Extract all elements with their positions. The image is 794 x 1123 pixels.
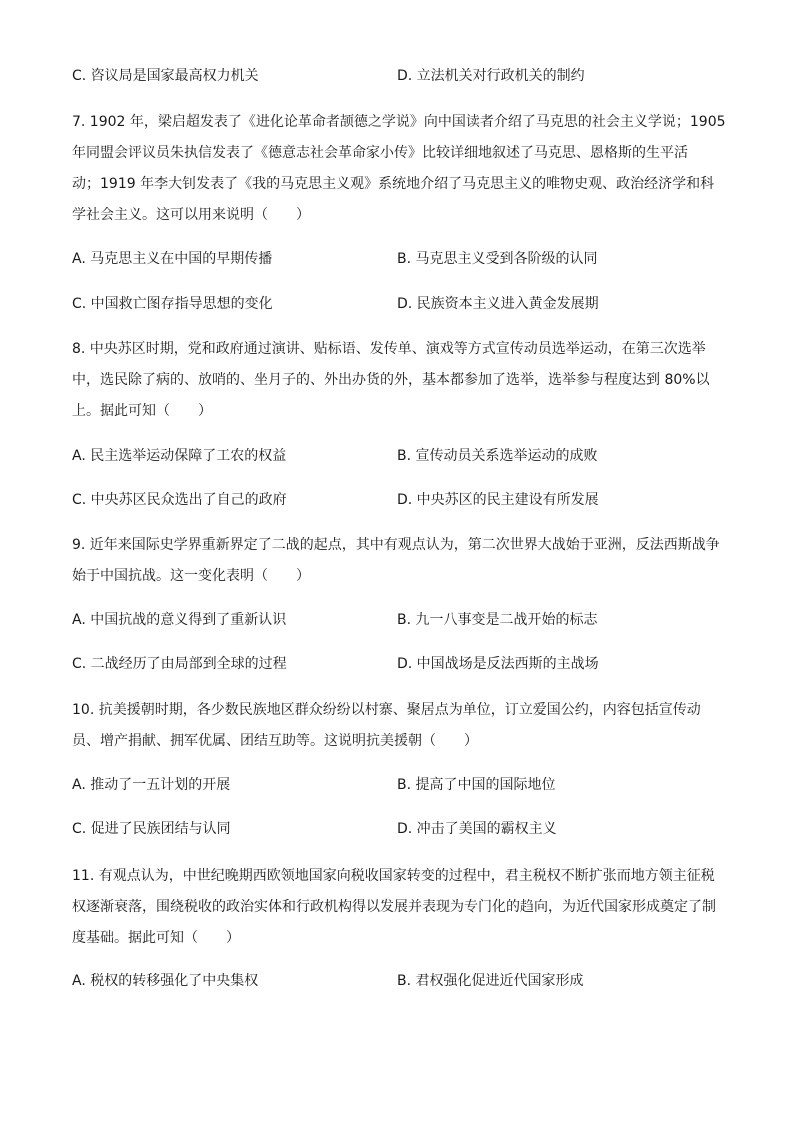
option-a: A. 税权的转移强化了中央集权: [72, 973, 259, 989]
question-text: 动；1919 年李大钊发表了《我的马克思主义观》系统地介绍了马克思主义的唯物史观、政治经济学和科: [72, 176, 715, 192]
option-a: A. 推动了一五计划的开展: [72, 777, 231, 793]
question-text: 11. 有观点认为，中世纪晚期西欧领地国家向税收国家转变的过程中，君主税权不断扩张而地方领主征税: [72, 868, 715, 884]
question-text: 10. 抗美援朝时期，各少数民族地区群众纷纷以村寨、聚居点为单位，订立爱国公约，内容包括宣传动: [72, 702, 701, 718]
option-c: C. 中国救亡图存指导思想的变化: [72, 296, 273, 312]
question-text: 7. 1902 年，梁启超发表了《进化论革命者颉德之学说》向中国读者介绍了马克思的社会主义学说；1905: [72, 114, 726, 130]
option-a: A. 民主选举运动保障了工农的权益: [72, 448, 287, 464]
option-b: B. 宣传动员关系选举运动的成败: [397, 448, 598, 464]
option-a: A. 马克思主义在中国的早期传播: [72, 251, 273, 267]
option-c: C. 咨议局是国家最高权力机关: [72, 68, 259, 84]
option-d: D. 立法机关对行政机关的制约: [397, 68, 585, 84]
option-c: C. 促进了民族团结与认同: [72, 821, 231, 837]
option-a: A. 中国抗战的意义得到了重新认识: [72, 612, 287, 628]
question-text: 度基础。据此可知（ ）: [72, 930, 240, 946]
question-text: 学社会主义。这可以用来说明（ ）: [72, 207, 310, 223]
question-text: 始于中国抗战。这一变化表明（ ）: [72, 568, 310, 584]
option-b: B. 九一八事变是二战开始的标志: [397, 612, 598, 628]
option-b: B. 提高了中国的国际地位: [397, 777, 556, 793]
option-b: B. 君权强化促进近代国家形成: [397, 973, 584, 989]
option-d: D. 中央苏区的民主建设有所发展: [397, 492, 599, 508]
option-c: C. 二战经历了由局部到全球的过程: [72, 656, 287, 672]
question-text: 权逐渐衰落，围绕税收的政治实体和行政机构得以发展并表现为专门化的趋向，为近代国家形成奠定了制: [72, 899, 716, 915]
question-text: 中，选民除了病的、放哨的、坐月子的、外出办货的外，基本都参加了选举，选举参与程度达到 80%以: [72, 372, 710, 388]
question-text: 年同盟会评议员朱执信发表了《德意志社会革命家小传》比较详细地叙述了马克思、恩格斯的生平活: [72, 145, 688, 161]
question-text: 员、增产捐献、拥军优属、团结互助等。这说明抗美援朝（ ）: [72, 733, 478, 749]
option-d: D. 中国战场是反法西斯的主战场: [397, 656, 599, 672]
option-c: C. 中央苏区民众选出了自己的政府: [72, 492, 287, 508]
option-d: D. 冲击了美国的霸权主义: [397, 821, 557, 837]
question-text: 上。据此可知（ ）: [72, 403, 212, 419]
option-b: B. 马克思主义受到各阶级的认同: [397, 251, 598, 267]
question-text: 9. 近年来国际史学界重新界定了二战的起点，其中有观点认为，第二次世界大战始于亚洲，反法西斯战争: [72, 537, 720, 553]
question-text: 8. 中央苏区时期，党和政府通过演讲、贴标语、发传单、演戏等方式宣传动员选举运动，在第三次选举: [72, 341, 706, 357]
option-d: D. 民族资本主义进入黄金发展期: [397, 296, 599, 312]
